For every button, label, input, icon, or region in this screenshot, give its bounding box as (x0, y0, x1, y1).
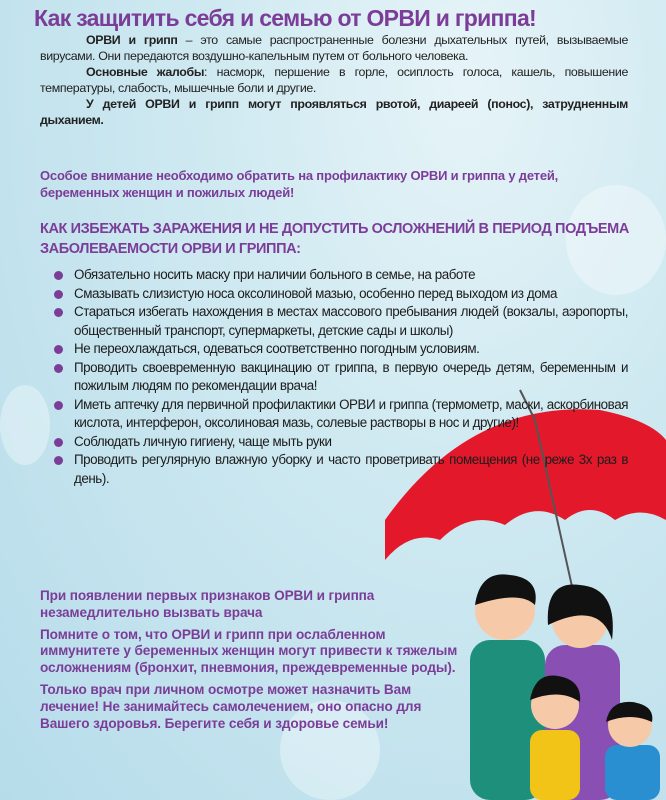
bullet-icon (54, 271, 63, 280)
list-item (52, 451, 628, 488)
list-item-text: Не переохлаждаться, одеваться соответственно погодным условиям. (74, 341, 480, 356)
bullet-icon (54, 345, 63, 354)
prevention-heading: КАК ИЗБЕЖАТЬ ЗАРАЖЕНИЯ И НЕ ДОПУСТИТЬ ОСЛОЖНЕНИЙ В ПЕРИОД ПОДЪЕМА ЗАБОЛЕВАЕМОСТИ ОРВИ И ГРИППА: (40, 221, 629, 257)
complaints-bold: Основные жалобы (86, 65, 205, 79)
list-item-text: Обязательно носить маску при наличии больного в семье, на работе (74, 267, 476, 282)
list-item (52, 303, 628, 340)
self-treatment-warning: Только врач при личном осмотре может назначить Вам лечение! Не занимайтесь самолечением, оно опасно для Вашего здоровья. Берегите себя и здоровье семьи! (40, 681, 422, 731)
complaints-text: : насморк, першение в горле, осиплость голоса, кашель, повышение температуры, слабость, мышечные боли и другие. (40, 65, 628, 95)
list-item-text: Стараться избегать нахождения в местах массового пребывания людей (вокзалы, аэропорты, общественный транспорт, супермаркеты, детские сады и школы) (74, 304, 628, 338)
attention-note: Особое внимание необходимо обратить на профилактику ОРВИ и гриппа у детей, беременных женщин и пожилых людей! (40, 168, 559, 200)
complications-warning: Помните о том, что ОРВИ и грипп при ослабленном иммунитете у беременных женщин могут привести к тяжелым осложнениям (бронхит, пневмония, преждевременные роды). (40, 626, 458, 676)
bullet-icon (54, 308, 63, 317)
boy-figure (605, 702, 660, 800)
bullet-icon (54, 438, 63, 447)
closing-section (40, 588, 460, 737)
prevention-list (52, 266, 628, 488)
intro-paragraph (40, 32, 628, 64)
list-item (52, 266, 628, 285)
children-bold: У детей ОРВИ и грипп могут проявляться рвотой, диареей (понос), затрудненным дыханием. (40, 97, 628, 127)
intro-text: – это самые распространенные болезни дыхательных путей, вызываемые вирусами. Они передаются воздушно-капельным путем от больного человека. (40, 33, 629, 63)
poster-title: Как защитить себя и семью от ОРВИ и гриппа! (34, 5, 536, 31)
children-paragraph (40, 96, 628, 128)
list-item-text: Иметь аптечку для первичной профилактики ОРВИ и гриппа (термометр, маски, аскорбиновая кислота, интерферон, оксолиновая мазь, солевые растворы в нос и другие)! (74, 396, 628, 430)
bullet-icon (54, 364, 63, 373)
list-item-text: Соблюдать личную гигиену, чаще мыть руки (74, 433, 332, 449)
intro-bold: ОРВИ и грипп (86, 33, 178, 47)
complaints-paragraph (40, 64, 628, 96)
list-item (52, 285, 628, 304)
call-doctor-text: При появлении первых признаков ОРВИ и гриппа незамедлительно вызвать врача (40, 588, 375, 620)
bullet-icon (54, 401, 63, 410)
list-item-text: Проводить регулярную влажную уборку и часто проветривать помещения (не реже 3х раз в день). (74, 452, 628, 486)
intro-section (40, 32, 628, 128)
list-item-text: Смазывать слизистую носа оксолиновой мазью, особенно перед выходом из дома (74, 285, 558, 301)
list-item (52, 433, 628, 452)
list-item (52, 396, 628, 433)
list-item-text: Проводить своевременную вакцинацию от гриппа, в первую очередь детям, беременным и пожилым людям по рекомендации врача! (74, 359, 628, 393)
girl-figure (530, 676, 580, 800)
list-item (52, 340, 628, 359)
bullet-icon (54, 456, 63, 465)
list-item (52, 359, 628, 396)
bullet-icon (54, 290, 63, 299)
